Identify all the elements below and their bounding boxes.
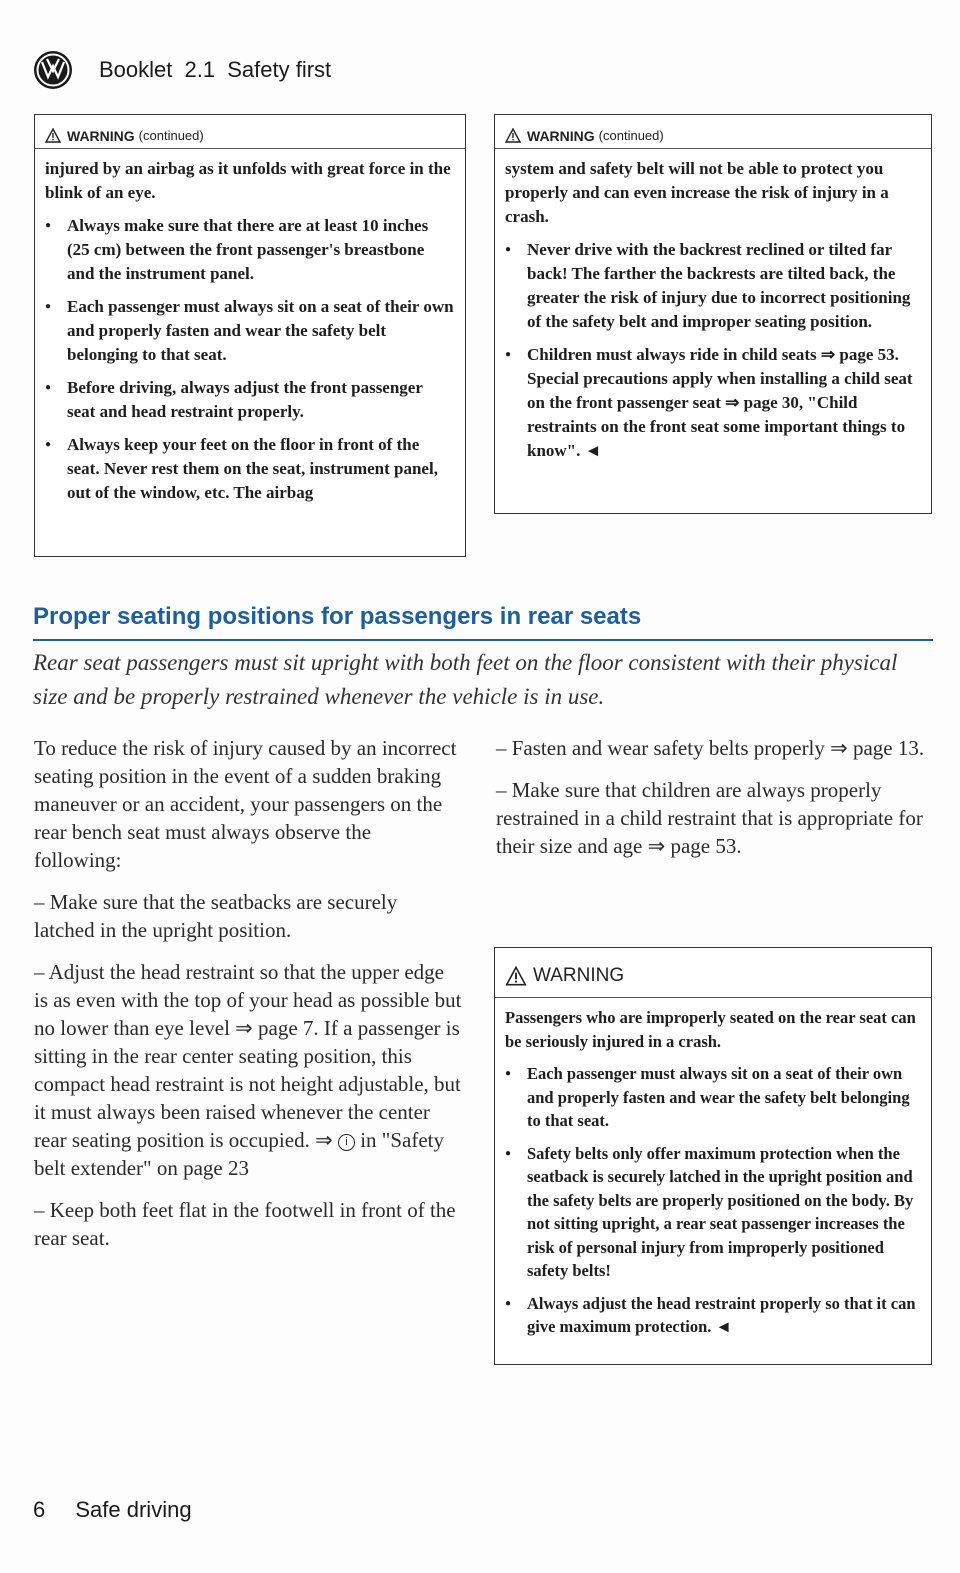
warning-bullet: ● Always adjust the head restraint properly so that it can give maximum protection. ◄ [505,1292,921,1339]
warning-label: WARNING [67,127,135,144]
chapter-title: Safe driving [75,1497,192,1522]
instruction-step [34,958,462,1182]
instruction-step: – Make sure that children are always properly restrained in a child restraint that is appropriate for their size and age ⇒ page 53. [496,778,923,858]
warning-bullet: ● Always keep your feet on the floor in front of the seat. Never rest them on the seat, instrument panel, out of the window, etc. The airbag [45,433,455,505]
booklet-number: 2.1 [184,57,216,82]
section-intro: Rear seat passengers must sit upright with both feet on the floor consistent with their physical size and be properly restrained whenever the vehicle is in use. [33,650,898,709]
section-title: Proper seating positions for passengers in rear seats [33,603,933,641]
instruction-step: – Fasten and wear safety belts properly ⇒ page 13. [496,736,925,760]
warning-triangle-icon [505,128,521,143]
warning-label: WARNING [533,964,625,986]
warning-box-rear-seats [494,947,932,1365]
page-number: 6 [33,1497,46,1522]
continued-label: (continued) [598,128,664,143]
warning-paragraph: injured by an airbag as it unfolds with great force in the blink of an eye. [45,159,451,202]
warning-header [495,115,931,149]
warning-label: WARNING [527,127,595,144]
page-header [33,50,337,90]
instruction-text: in "Safety belt extender" on page 23 [34,1128,444,1180]
warning-bullet: ● Safety belts only offer maximum protection when the seatback is securely latched in the upright position and the safety belts are properly positioned on the body. By not sitting upright, a rear seat passenger increases the risk of personal injury from improperly positioned safety belts! [505,1142,921,1283]
warning-box-left [34,114,466,557]
warning-bullet: ● Always make sure that there are at least 10 inches (25 cm) between the front passenger's breastbone and the instrument panel. [45,214,455,286]
warning-box-right [494,114,932,514]
instruction-text: – Adjust the head restraint so that the upper edge is as even with the top of your head as possible but no lower than eye level ⇒ page 7. If a passenger is sitting in the rear center seating position, this compact head restraint is not height adjustable, but it must always been raised whenever the center rear seating position is occupied. ⇒ [34,960,462,1152]
warning-bullet: ● Each passenger must always sit on a seat of their own and properly fasten and wear the safety belt belonging to that seat. [505,1062,921,1133]
body-right-column [496,734,932,874]
warning-bullet: ● Children must always ride in child seats ⇒ page 53. Special precautions apply when installing a child seat on the front passenger seat ⇒ page 30, "Child restraints on the front seat some important things to know". ◄ [505,343,921,463]
warning-bullet: ● Each passenger must always sit on a seat of their own and properly fasten and wear the safety belt belonging to that seat. [45,295,455,367]
body-paragraph: To reduce the risk of injury caused by an incorrect seating position in the event of a sudden braking maneuver or an accident, your passengers on the rear bench seat must always observe the following: [34,736,457,872]
instruction-step: – Make sure that the seatbacks are securely latched in the upright position. [34,890,398,942]
instruction-step: – Keep both feet flat in the footwell in front of the rear seat. [34,1198,456,1250]
warning-bullet: ● Before driving, always adjust the front passenger seat and head restraint properly. [45,376,455,424]
warning-header [35,115,465,149]
page-footer [33,1497,192,1523]
booklet-title: Safety first [227,57,332,82]
body-left-column [34,734,462,1266]
warning-header [495,948,931,998]
vw-logo-icon [33,50,73,90]
warning-triangle-icon [45,128,61,143]
warning-bullet: ● Never drive with the backrest reclined or tilted far back! The farther the backrests are tilted back, the greater the risk of injury due to incorrect positioning of the safety belt and improper seating position. [505,238,921,334]
continued-label: (continued) [138,128,204,143]
warning-triangle-icon [505,966,527,986]
booklet-label: Booklet [99,57,173,82]
warning-paragraph: Passengers who are improperly seated on the rear seat can be seriously injured in a crash. [505,1008,916,1051]
info-icon: i [338,1134,355,1151]
warning-paragraph: system and safety belt will not be able to protect you properly and can even increase the risk of injury in a crash. [505,159,889,226]
